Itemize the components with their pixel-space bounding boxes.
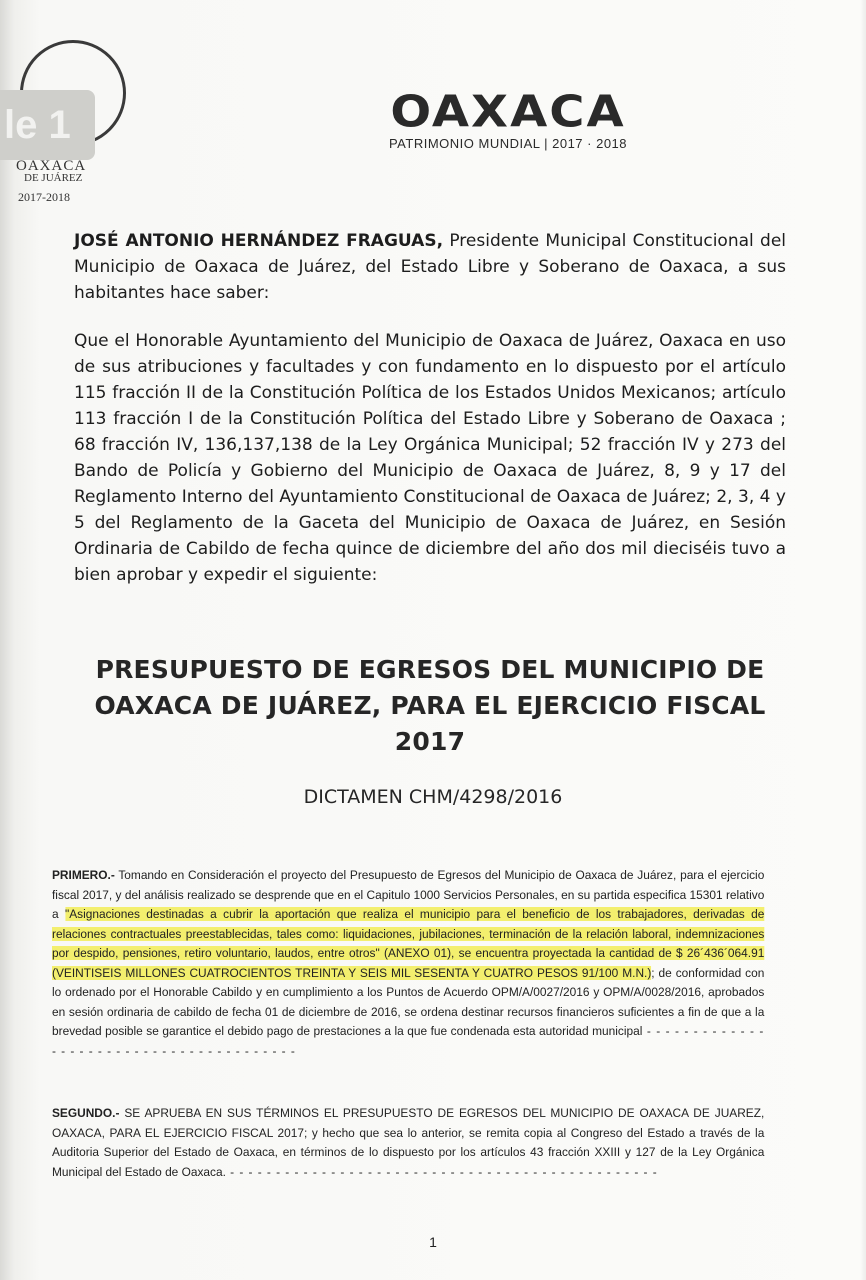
logo-subtitle: PATRIMONIO MUNDIAL | 2017 · 2018 [388, 136, 628, 151]
whereas-paragraph: Que el Honorable Ayuntamiento del Municipio de Oaxaca de Juárez, Oaxaca en uso de sus atribuciones y facultades y con fundamento en lo dispuesto por el artículo 115 fracción II de la Constitución Política de los Estados Unidos Mexicanos; artículo 113 fracción I de la Constitución Política del Estado Libre y Soberano de Oaxaca ; 68 fracción IV, 136,137,138 de la Ley Orgánica Municipal; 52 fracción IV y 273 del Bando de Policía y Gobierno del Municipio de Oaxaca de Juárez, 8, 9 y 17 del Reglamento Interno del Ayuntamiento Constitucional de Oaxaca de Juárez; 2, 3, 4 y 5 del Reglamento de la Gaceta del Municipio de Oaxaca de Juárez, en Sesión Ordinaria de Cabildo de fecha quince de diciembre del año dos mil dieciséis tuvo a bien aprobar y expedir el siguiente: [74, 331, 786, 585]
highlighted-passage: "Asignaciones destinadas a cubrir la aportación que realiza el municipio para el beneficio de los trabajadores, derivadas de relaciones contractuales preestablecidas, tales como: liquidaciones, jubilaciones, terminación de la relación laboral, indemnizaciones por despido, pensiones, retiro voluntario, laudos, entre otros" (ANEXO 01), se encuentra proyectada la cantidad de $ 26´436´064.91 (VEINTISEIS MILLONES CUATROCIENTOS TREINTA Y SEIS MIL SESENTA Y CUATRO PESOS 91/100 M.N.) [52, 907, 765, 980]
municipal-seal [0, 30, 130, 204]
seal-text-city: OAXACA [16, 158, 87, 174]
oaxaca-logo [388, 88, 628, 151]
seal-badge: le 1 [0, 90, 95, 160]
clause-primero [52, 866, 764, 1061]
clause-primero-text-b: ; de conformidad con lo ordenado por el Honorable Cabildo y en cumplimiento a los Puntos de Acuerdo OPM/A/0027/2016 y OPM/A/0028/2016, aprobados en sesión ordinaria de cabildo de fecha 01 de diciembre de 2016, se ordena destinar recursos financieros suficientes a fin de que a la brevedad posible se garantice el debido pago de prestaciones a la que fue condenada esta autoridad municipal [52, 965, 765, 1038]
intro-paragraph [74, 228, 786, 306]
clause-primero-dashes: - - - - - - - - - - - - - - - - - - - - - - - - - - - - - - - - - - - - - - - - [52, 1024, 765, 1058]
page-edge-shadow [860, 0, 866, 1280]
logo-wordmark: OAXACA [390, 86, 626, 138]
document-title [74, 652, 786, 760]
seal-text-juarez: DE JUÁREZ [24, 172, 83, 184]
clause-segundo [52, 1104, 764, 1182]
title-line-1: PRESUPUESTO DE EGRESOS DEL MUNICIPIO DE [95, 655, 765, 684]
clause-primero-text-a: Tomando en Consideración el proyecto del Presupuesto de Egresos del Municipio de Oaxaca de Juárez, para el ejercicio fiscal 2017, y del análisis realizado se desprende que en el Capitulo 1000 Servicios Personales, en su partida especifica 15301 relativo a [52, 868, 765, 921]
page-number: 1 [429, 1234, 437, 1250]
clause-segundo-label: SEGUNDO.- [52, 1106, 120, 1120]
title-line-2: OAXACA DE JUÁREZ, PARA EL EJERCICIO FISCAL 2017 [94, 691, 766, 756]
seal-text-years: 2017-2018 [18, 190, 70, 204]
clause-segundo-dashes: - - - - - - - - - - - - - - - - - - - - - - - - - - - - - - - - - - - - - - - - - - - - - - - [225, 1164, 658, 1179]
clause-segundo-text: SE APRUEBA EN SUS TÉRMINOS EL PRESUPUESTO DE EGRESOS DEL MUNICIPIO DE OAXACA DE JUAREZ, OAXACA, PARA EL EJERCICIO FISCAL 2017; y hecho que sea lo anterior, se remita copia al Congreso del Estado a través de la Auditoria Superior del Estado de Oaxaca, en términos de lo dispuesto por los artículos 43 fracción XXIII y 127 de la Ley Orgánica Municipal del Estado de Oaxaca. [52, 1106, 765, 1179]
intro-text: Presidente Municipal Constitucional del Municipio de Oaxaca de Juárez, del Estado Libre y Soberano de Oaxaca, a sus habitantes hace saber: [74, 231, 787, 303]
president-name: JOSÉ ANTONIO HERNÁNDEZ FRAGUAS, [74, 231, 444, 251]
clause-primero-label: PRIMERO.- [52, 868, 115, 882]
dictamen-number: DICTAMEN CHM/4298/2016 [303, 786, 563, 808]
